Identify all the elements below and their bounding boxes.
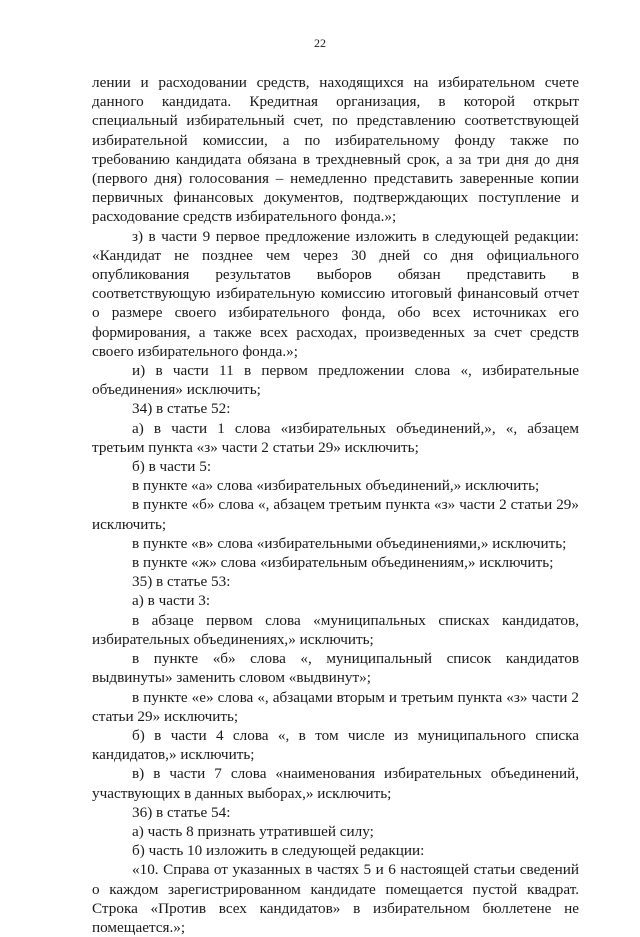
- paragraph: а) в части 1 слова «избирательных объединений,», «, абзацем третьим пункта «з» части 2 статьи 29» исключить;: [92, 419, 579, 456]
- paragraph: б) в части 5:: [132, 458, 212, 476]
- paragraph: в пункте «ж» слова «избирательным объединениям,» исключить;: [132, 554, 554, 572]
- page-number: 22: [314, 36, 326, 50]
- paragraph: 35) в статье 53:: [132, 573, 231, 591]
- paragraph: «10. Справа от указанных в частях 5 и 6 настоящей статьи сведений о каждом зарегистрированном кандидате помещается пустой квадрат. Строка «Против всех кандидатов» в избирательном бюллетене не помещается.»;: [92, 861, 579, 936]
- paragraph: и) в части 11 в первом предложении слова «, избирательные объединения» исключить;: [92, 362, 579, 399]
- paragraph: а) часть 8 признать утратившей силу;: [132, 822, 374, 840]
- paragraph: в пункте «е» слова «, абзацами вторым и третьим пункта «з» части 2 статьи 29» исключить;: [92, 688, 579, 725]
- paragraph: з) в части 9 первое предложение изложить в следующей редакции: «Кандидат не позднее чем через 30 дней со дня официального опубликования результатов выборов обязан представить в соответствующую избирательную комиссию итоговый финансовый отчет о размере своего избирательного фонда, обо всех источниках его формирования, а также всех расходах, произведенных за счет средств своего избирательного фонда.»;: [92, 227, 579, 360]
- paragraph: в пункте «в» слова «избирательными объединениями,» исключить;: [132, 534, 567, 552]
- paragraph: лении и расходовании средств, находящихся на избирательном счете данного кандидата. Кредитная организация, в которой открыт специальный избирательный счет, по представлению соответствующей избирательной комиссии, а по избирательному фонду также по требованию кандидата обязана в трехдневный срок, а за три дня до дня (первого дня) голосования – немедленно представить заверенные копии первичных финансовых документов, подтверждающих поступление и расходование средств избирательного фонда.»;: [92, 74, 579, 226]
- paragraph: б) часть 10 изложить в следующей редакции:: [132, 842, 425, 860]
- document-body: [92, 73, 579, 937]
- paragraph: в абзаце первом слова «муниципальных списках кандидатов, избирательных объединениях,» исключить;: [92, 611, 579, 648]
- paragraph: в) в части 7 слова «наименования избирательных объединений, участвующих в данных выборах,» исключить;: [92, 765, 579, 802]
- paragraph: в пункте «б» слова «, муниципальный список кандидатов выдвинуты» заменить словом «выдвинут»;: [92, 650, 579, 687]
- paragraph: 34) в статье 52:: [132, 400, 231, 418]
- paragraph: а) в части 3:: [132, 592, 211, 610]
- paragraph: в пункте «а» слова «избирательных объединений,» исключить;: [132, 477, 540, 495]
- paragraph: 36) в статье 54:: [132, 803, 231, 821]
- paragraph: б) в части 4 слова «, в том числе из муниципального списка кандидатов,» исключить;: [92, 726, 579, 764]
- paragraph: в пункте «б» слова «, абзацем третьим пункта «з» части 2 статьи 29» исключить;: [92, 496, 579, 533]
